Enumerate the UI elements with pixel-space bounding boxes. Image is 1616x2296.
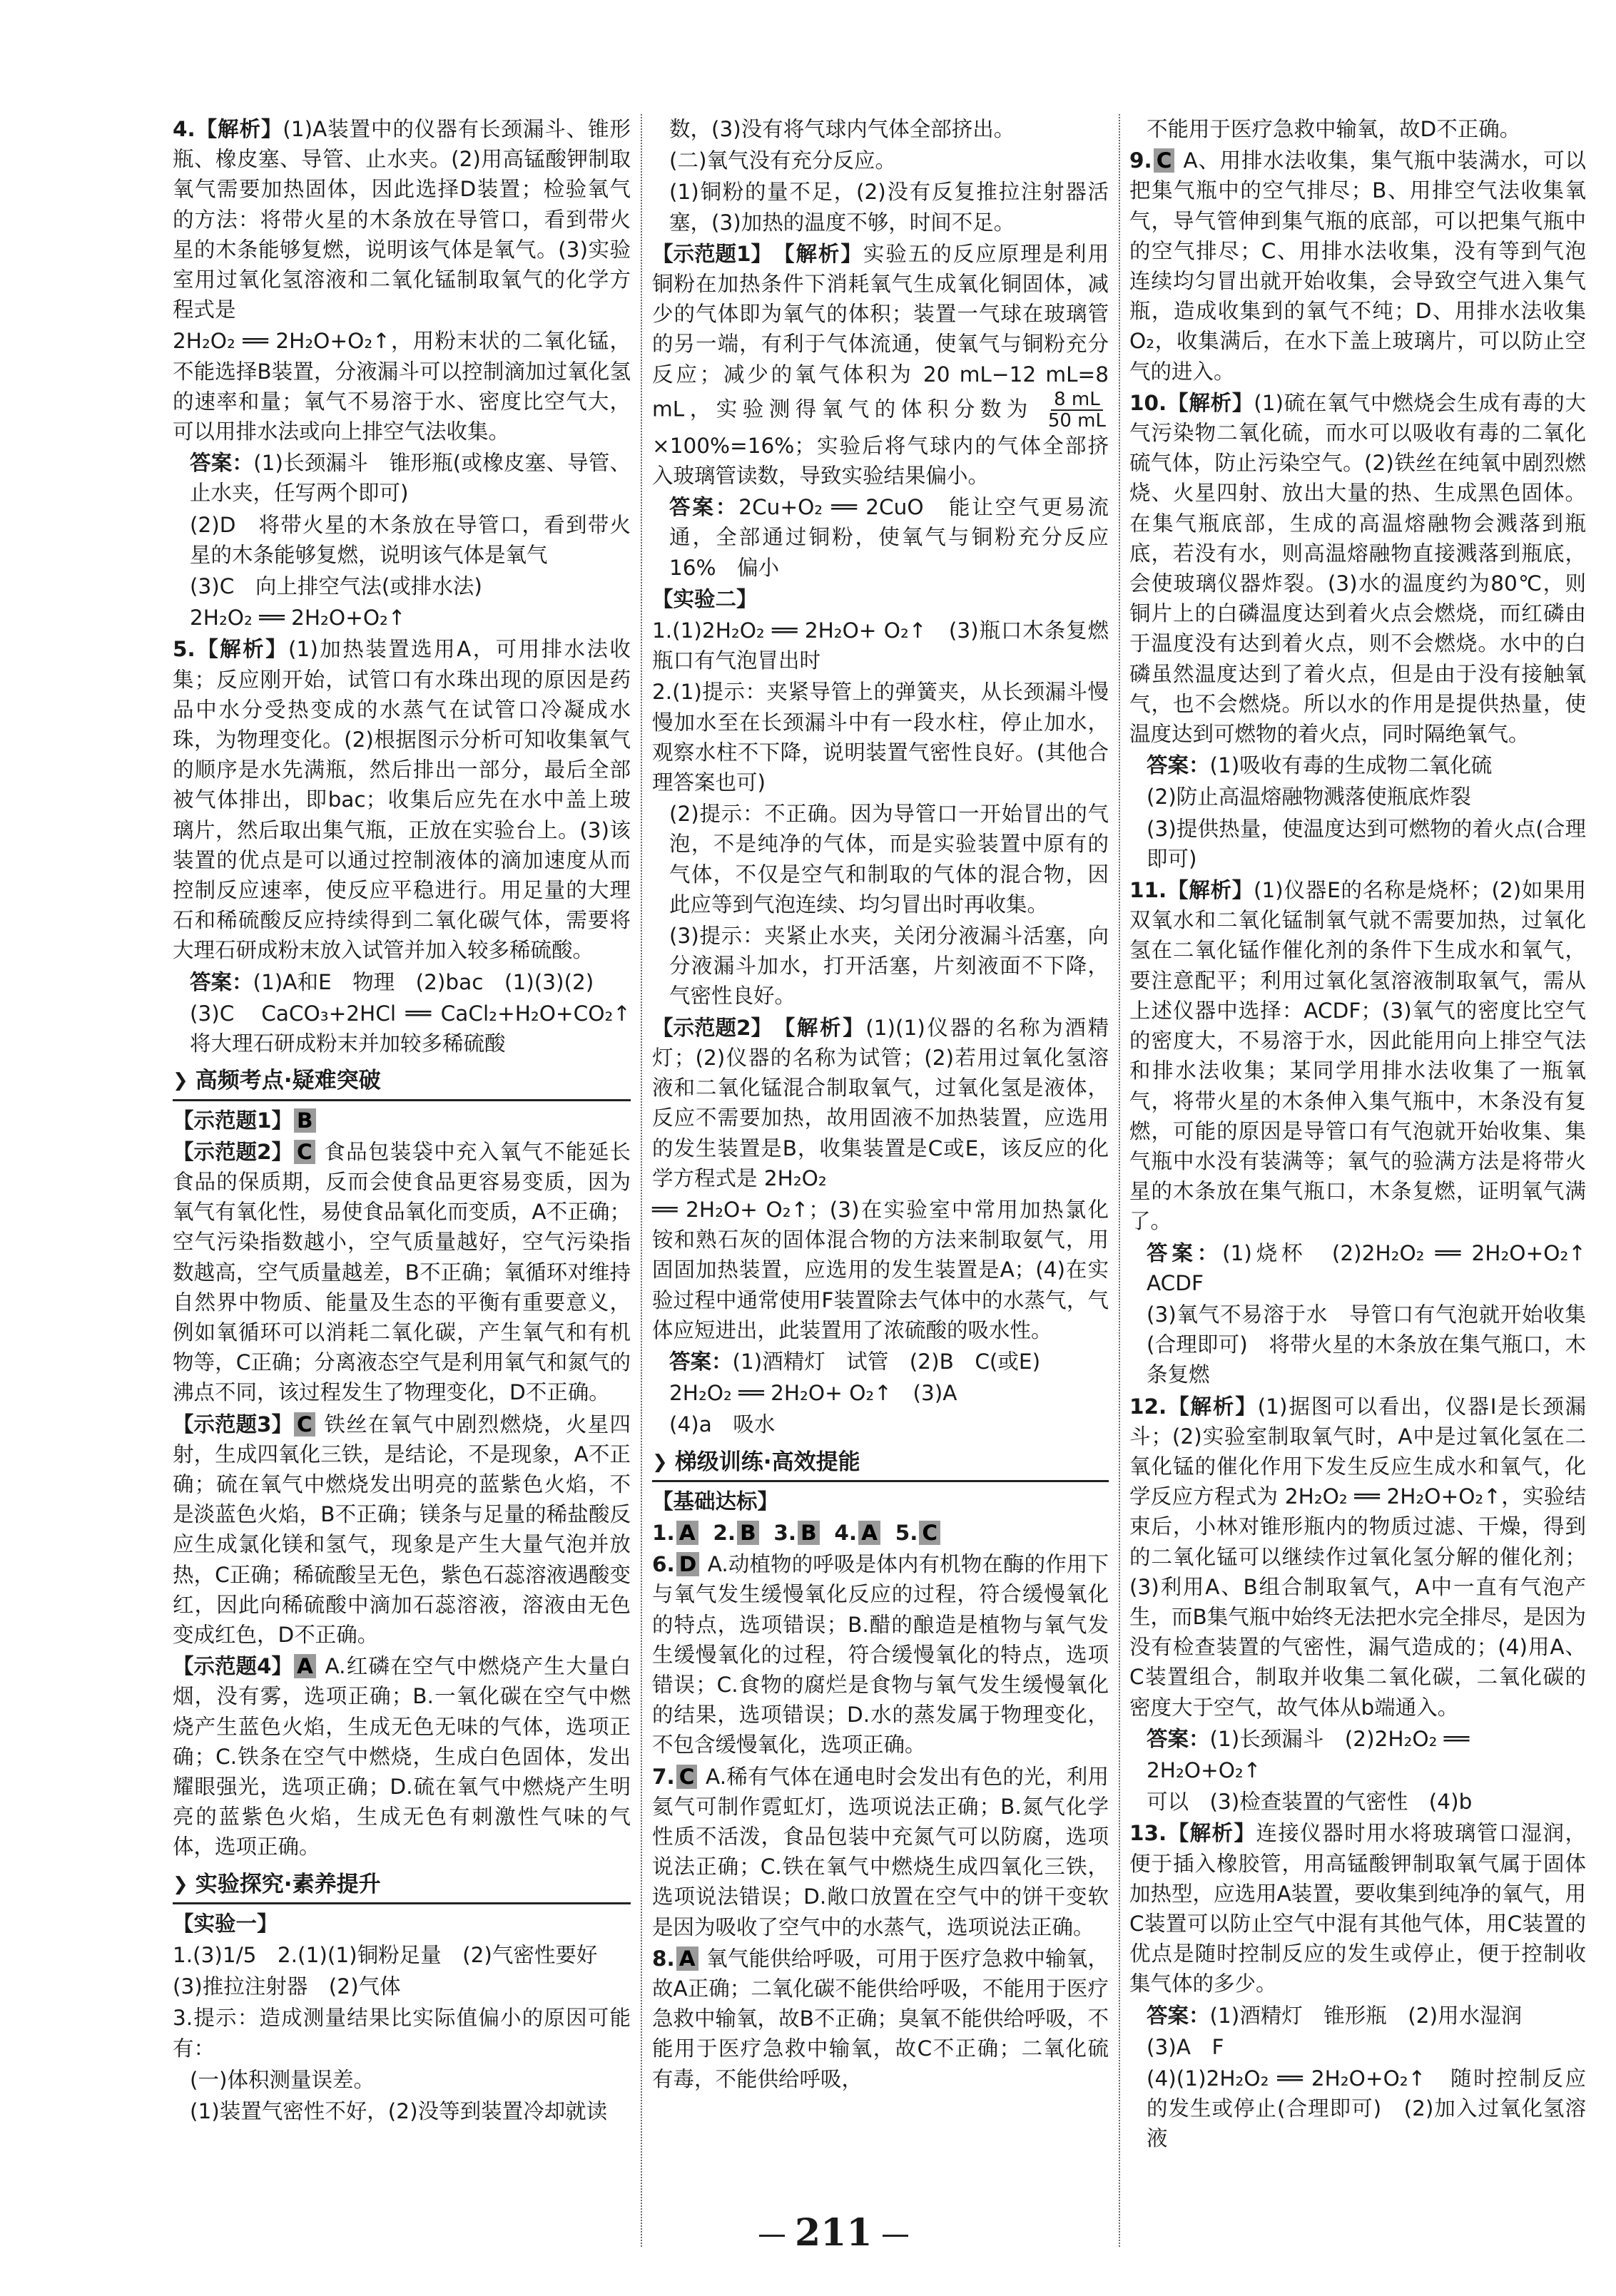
q13-answer-2: (3)A F <box>1147 2034 1224 2059</box>
q10: 10.【解析】(1)硫在氧气中燃烧会生成有毒的大气污染物二氧化硫，而水可以吸收有毒的二氧化硫气体，防止污染空气。(2)铁丝在纯氧中剧烈燃烧、火星四射、放出大量的热、生成黑色固体。在集气瓶底部，生成的高温熔融物会溅落到瓶底，若没有水，则高温熔融物直接溅落到瓶底，会使玻璃仪器炸裂。(3)水的温度约为80℃，则铜片上的白磷温度达到着火点会燃烧，而红磷由于温度没有达到着火点，则不会燃烧。水中的白磷虽然温度达到了着火点，但是由于没有接触氧气，也不会燃烧。所以水的作用是提供热量，使温度达到可燃物的着火点，同时隔绝氧气。 <box>1129 390 1586 747</box>
sample-5: 【示范题1】【解析】实验五的反应原理是利用铜粉在加热条件下消耗氧气生成氧化铜固体，减少的气体即为氧气的体积；装置一气球在玻璃管的另一端，有利于气体流通，使氧气与铜粉充分反应；减少的氧气体积为 20 mL−12 mL=8 mL，实验测得氧气的体积分数为 $\frac{8 mL}{50 mL}$ ×100%=16%；实验后将气球内的气体全部挤入玻璃管读数，导致实验结果偏小。 <box>652 241 1109 489</box>
exp2-line-1: 1.(1)2H₂O₂ ══ 2H₂O+ O₂↑ (3)瓶口木条复燃 瓶口有气泡冒出时 <box>652 618 1130 673</box>
sample-6-answer-2: 2H₂O₂ ══ 2H₂O+ O₂↑ (3)A <box>669 1381 957 1406</box>
column-divider-left <box>641 114 642 2247</box>
fraction: $\frac{8 mL}{50 mL}$ <box>1047 388 1106 432</box>
exp1-line-4: (一)体积测量误差。 <box>190 2067 375 2092</box>
experiment-1-label: 【实验一】 <box>173 1911 278 1936</box>
q4-answer-3: (3)C 向上排空气法(或排水法) <box>190 574 482 599</box>
basic-label: 【基础达标】 <box>652 1489 779 1514</box>
q7: 7. C A.稀有气体在通电时会发出有色的光，利用氦气可制作霓虹灯，选项说法正确；B.氮气化学性质不活泼，食品包装中充氮气可以防腐，选项说法正确；C.铁在氧气中燃烧生成四氧化三铁，选项说法错误；D.敞口放置在空气中的饼干变软是因为吸收了空气中的水蒸气，选项说法正确。 <box>652 1764 1109 1939</box>
exp1-line-1: 1.(3)1/5 2.(1)(1)铜粉足量 (2)气密性要好 <box>173 1942 598 1967</box>
exp2-line-3: (2)提示：不正确。因为导管口一开始冒出的气泡，不是纯净的气体，而是实验装置中原有的气体，不仅是空气和制取的气体的混合物，因此应等到气泡连续、均匀冒出时再收集。 <box>669 802 1109 917</box>
page-number: 211 <box>749 2211 918 2255</box>
sample-6-answer-1: 答案：(1)酒精灯 试管 (2)B C(或E) <box>669 1349 1041 1374</box>
q9: 9. C A、用排水法收集，集气瓶中装满水，可以把集气瓶中的空气排尽；B、用排空气法收集氧气，导气管伸到集气瓶的底部，可以把集气瓶中的空气排尽；C、用排水法收集，没有等到气泡连续均匀冒出就开始收集，会导致空气进入集气瓶，造成收集到的氧气不纯；D、用排水法收集O₂，收集满后，在水下盖上玻璃片，可以防止空气的进入。 <box>1129 148 1586 384</box>
q10-answer-1: 答案：(1)吸收有毒的生成物二氧化硫 <box>1147 753 1493 778</box>
q8: 8. A 氧气能供给呼吸，可用于医疗急救中输氧，故A正确；二氧化碳不能供给呼吸，不能用于医疗急救中输氧，故B不正确；臭氧不能供给呼吸，不能用于医疗急救中输氧，故C不正确；二氧化硫有毒，不能供给呼吸， <box>652 1946 1109 2091</box>
sample-2: 【示范题2】 C 食品包装袋中充入氧气不能延长食品的保质期，反而会使食品更容易变质，因为氧气有氧化性，易使食品氧化而变质，A不正确；空气污染指数越小，空气质量越好，空气污染指数越高，空气质量越差，B不正确；氧循环对维持自然界中物质、能量及生态的平衡有重要意义，例如氧循环可以消耗二氧化碳，产生氧气和有机物等，C正确；分离液态空气是利用氧气和氮气的沸点不同，该过程发生了物理变化，D不正确。 <box>173 1139 631 1405</box>
q11-answer-1: 答案：(1)烧杯 (2)2H₂O₂ ══ 2H₂O+O₂↑ ACDF <box>1147 1240 1607 1295</box>
exp1-line-2: (3)推拉注射器 (2)气体 <box>173 1974 401 1999</box>
section-high-freq: ❯ 高频考点·疑难突破 <box>173 1066 631 1101</box>
q12-answer-2: 2H₂O+O₂↑ <box>1147 1757 1261 1782</box>
sample-6-cont: ══ 2H₂O+ O₂↑；(3)在实验室中常用加热氯化铵和熟石灰的固体混合物的方法来制取氨气，用固固加热装置，应选用的发生装置是A；(4)在实验过程中通常使用F装置除去气体中的水蒸气，气体应短进出，此装置用了浓硫酸的吸水性。 <box>652 1197 1109 1342</box>
q11: 11.【解析】(1)仪器E的名称是烧杯；(2)如果用双氧水和二氧化锰制氧气就不需要加热，过氧化氢在二氧化锰作催化剂的条件下生成水和氧气，要注意配平；利用过氧化氢溶液制取氧气，需从上述仪器中选择：ACDF；(3)氧气的密度比空气的密度大，不易溶于水，因此能用向上排空气法和排水法收集；某同学用排水法收集了一瓶氧气，将带火星的木条伸入集气瓶中，木条没有复燃，可能的原因是导管口有气泡就开始收集、集气瓶中水没有装满等；氧气的验满方法是将带火星的木条放在集气瓶口，木条复燃，证明氧气满了。 <box>1129 878 1586 1234</box>
q13: 13.【解析】连接仪器时用水将玻璃管口湿润，便于插入橡胶管，用高锰酸钾制取氧气属于固体加热型，应选用A装置，要收集到纯净的氧气，用C装置可以防止空气中混有其他气体，用C装置的优点是随时控制反应的发生或停止，便于控制收集气体的多少。 <box>1129 1821 1586 1996</box>
exp1-line-3: 3.提示：造成测量结果比实际值偏小的原因可能有： <box>173 2006 631 2061</box>
basic-answers: 1. A 2. B 3. B 4. A 5. C <box>652 1518 1109 1548</box>
exp2-line-2: 2.(1)提示：夹紧导管上的弹簧夹，从长颈漏斗慢慢加水至在长颈漏斗中有一段水柱，停止加水，观察水柱不下降，说明装置气密性良好。(其他合理答案也可) <box>652 680 1109 795</box>
section-experiment: ❯ 实验探究·素养提升 <box>173 1869 631 1904</box>
q4-answer-4: 2H₂O₂ ══ 2H₂O+O₂↑ <box>190 606 406 631</box>
sample-6: 【示范题2】【解析】(1)(1)仪器的名称为酒精灯；(2)仪器的名称为试管；(2)若用过氧化氢溶液和二氧化锰混合制取氧气，过氧化氢是液体，反应不需要加热，故用固液不加热装置，应选用的发生装置是B，收集装置是C或E，该反应的化学方程式是 2H₂O₂ <box>652 1015 1109 1190</box>
q10-answer-2: (2)防止高温熔融物溅落使瓶底炸裂 <box>1147 785 1471 810</box>
q10-answer-3: (3)提供热量，使温度达到可燃物的着火点(合理即可) <box>1147 816 1586 871</box>
chevron-right-icon: ❯ <box>173 1873 188 1895</box>
q11-answer-2: (3)氧气不易溶于水 导管口有气泡就开始收集(合理即可) 将带火星的木条放在集气瓶口，木条复燃 <box>1147 1302 1586 1387</box>
section-ladder: ❯ 梯级训练·高效提能 <box>652 1447 1109 1482</box>
q4-analysis: 4.【解析】(1)A装置中的仪器有长颈漏斗、锥形瓶、橡皮塞、导管、止水夹。(2)用高锰酸钾制取氧气需要加热固体，因此选择D装置；检验氧气的方法：将带火星的木条放在导管口，看到带火星的木条能够复燃，说明该气体是氧气。(3)实验室用过氧化氢溶液和二氧化锰制取氧气的化学方程式是 <box>173 117 631 322</box>
column-2 <box>652 114 1130 2096</box>
q12: 12.【解析】(1)据图可以看出，仪器Ⅰ是长颈漏斗；(2)实验室制取氧气时，A中是过氧化氢在二氧化锰的催化作用下发生反应生成水和氧气，化学反应方程式为 2H₂O₂ ══ 2H₂O+O₂↑，实验结束后，小林对锥形瓶内的物质过滤、干燥，得到的二氧化锰可以继续作过氧化氢分解的催化剂；(3)利用A、B组合制取氧气，A中一直有气泡产生，而B集气瓶中始终无法把水完全排尽，是因为没有检查装置的气密性，漏气造成的；(4)用A、C装置组合，制取并收集二氧化碳，二氧化碳的密度大于空气，故气体从b端通入。 <box>1129 1394 1586 1720</box>
exp2-line-4: (3)提示：夹紧止水夹，关闭分液漏斗活塞，向分液漏斗加水，打开活塞，片刻液面不下降，气密性良好。 <box>669 924 1109 1009</box>
experiment-2-label: 【实验二】 <box>652 586 758 611</box>
exp1-line-5: (1)装置气密性不好，(2)没等到装置冷却就读 <box>190 2099 608 2123</box>
column-1 <box>173 114 652 2128</box>
q12-answer-1: 答案：(1)长颈漏斗 (2)2H₂O₂ ══ <box>1147 1726 1470 1751</box>
chevron-right-icon: ❯ <box>173 1070 188 1092</box>
q6: 6. D A.动植物的呼吸是体内有机物在酶的作用下与氧气发生缓慢氧化反应的过程，符合缓慢氧化的特点，选项错误；B.醋的酿造是植物与氧气发生缓慢氧化的过程，符合缓慢氧化的特点，选项错误；C.食物的腐烂是食物与氧气发生缓慢氧化的结果，选项错误；D.水的蒸发属于物理变化，不包含缓慢氧化，选项正确。 <box>652 1552 1109 1757</box>
column-divider-right <box>1119 114 1120 2247</box>
q4-answer-2: (2)D 将带火星的木条放在导管口，看到带火星的木条能够复燃，说明该气体是氧气 <box>190 512 631 567</box>
q4-equation-text: 2H₂O₂ ══ 2H₂O+O₂↑，用粉末状的二氧化锰，不能选择B装置，分液漏斗可以控制滴加过氧化氢的速率和量；氧气不易溶于水、密度比空气大，可以用排水法或向上排空气法收集。 <box>173 329 631 444</box>
exp1-cont-3: (1)铜粉的量不足，(2)没有反复推拉注射器活塞，(3)加热的温度不够，时间不足。 <box>669 180 1109 235</box>
exp1-cont-2: (二)氧气没有充分反应。 <box>669 148 897 173</box>
sample-5-answer: 答案：2Cu+O₂ ══ 2CuO 能让空气更易流通，全部通过铜粉，使氧气与铜粉充分反应 16% 偏小 <box>669 495 1130 580</box>
chevron-right-icon: ❯ <box>652 1451 668 1473</box>
q4-answer-1: 答案：(1)长颈漏斗 锥形瓶(或橡皮塞、导管、止水夹，任写两个即可) <box>190 451 631 506</box>
q13-answer-1: 答案：(1)酒精灯 锥形瓶 (2)用水湿润 <box>1147 2003 1523 2028</box>
sample-4: 【示范题4】 A A.红磷在空气中燃烧产生大量白烟，没有雾，选项正确；B.一氧化碳在空气中燃烧产生蓝色火焰，生成无色无味的气体，选项正确；C.铁条在空气中燃烧，生成白色固体，发出耀眼强光，选项正确；D.硫在氧气中燃烧产生明亮的蓝紫色火焰，生成无色有刺激性气味的气体，选项正确。 <box>173 1654 631 1859</box>
sample-6-answer-3: (4)a 吸水 <box>669 1412 776 1437</box>
q12-answer-3: 可以 (3)检查装置的气密性 (4)b <box>1147 1790 1473 1815</box>
sample-1: 【示范题1】 B <box>173 1106 631 1136</box>
q5-answer-1: 答案：(1)A和E 物理 (2)bac (1)(3)(2) <box>190 969 594 994</box>
q8-cont: 不能用于医疗急救中输氧，故D不正确。 <box>1147 117 1521 141</box>
q5-answer-2: (3)C CaCO₃+2HCl ══ CaCl₂+H₂O+CO₂↑ 将大理石研成粉末并加较多稀硫酸 <box>190 1001 652 1056</box>
column-3 <box>1129 114 1607 2155</box>
sample-3: 【示范题3】 C 铁丝在氧气中剧烈燃烧，火星四射，生成四氧化三铁，是结论，不是现象，A不正确；硫在氧气中燃烧发出明亮的蓝紫色火焰，不是淡蓝色火焰，B不正确；镁条与足量的稀盐酸反应生成氯化镁和氢气，现象是产生大量气泡并放热，C正确；稀硫酸呈无色，紫色石蕊溶液遇酸变红，因此向稀硫酸中滴加石蕊溶液，溶液由无色变成红色，D不正确。 <box>173 1412 631 1647</box>
q13-answer-3: (4)(1)2H₂O₂ ══ 2H₂O+O₂↑ 随时控制反应的发生或停止(合理即可) (2)加入过氧化氢溶液 <box>1147 2066 1586 2151</box>
q5-analysis: 5.【解析】(1)加热装置选用A，可用排水法收集；反应刚开始，试管口有水珠出现的原因是药品中水分受热变成的水蒸气在试管口冷凝成水珠，为物理变化。(2)根据图示分析可知收集氧气的顺序是水先满瓶，然后排出一部分，最后全部被气体排出，即bac；收集后应先在水中盖上玻璃片，然后取出集气瓶，正放在实验台上。(3)该装置的优点是可以通过控制液体的滴加速度从而控制反应速率，使反应平稳进行。用足量的大理石和稀硫酸反应持续得到二氧化碳气体，需要将大理石研成粉末放入试管并加入较多稀硫酸。 <box>173 637 631 963</box>
exp1-cont-1: 数，(3)没有将气球内气体全部挤出。 <box>669 117 1015 141</box>
